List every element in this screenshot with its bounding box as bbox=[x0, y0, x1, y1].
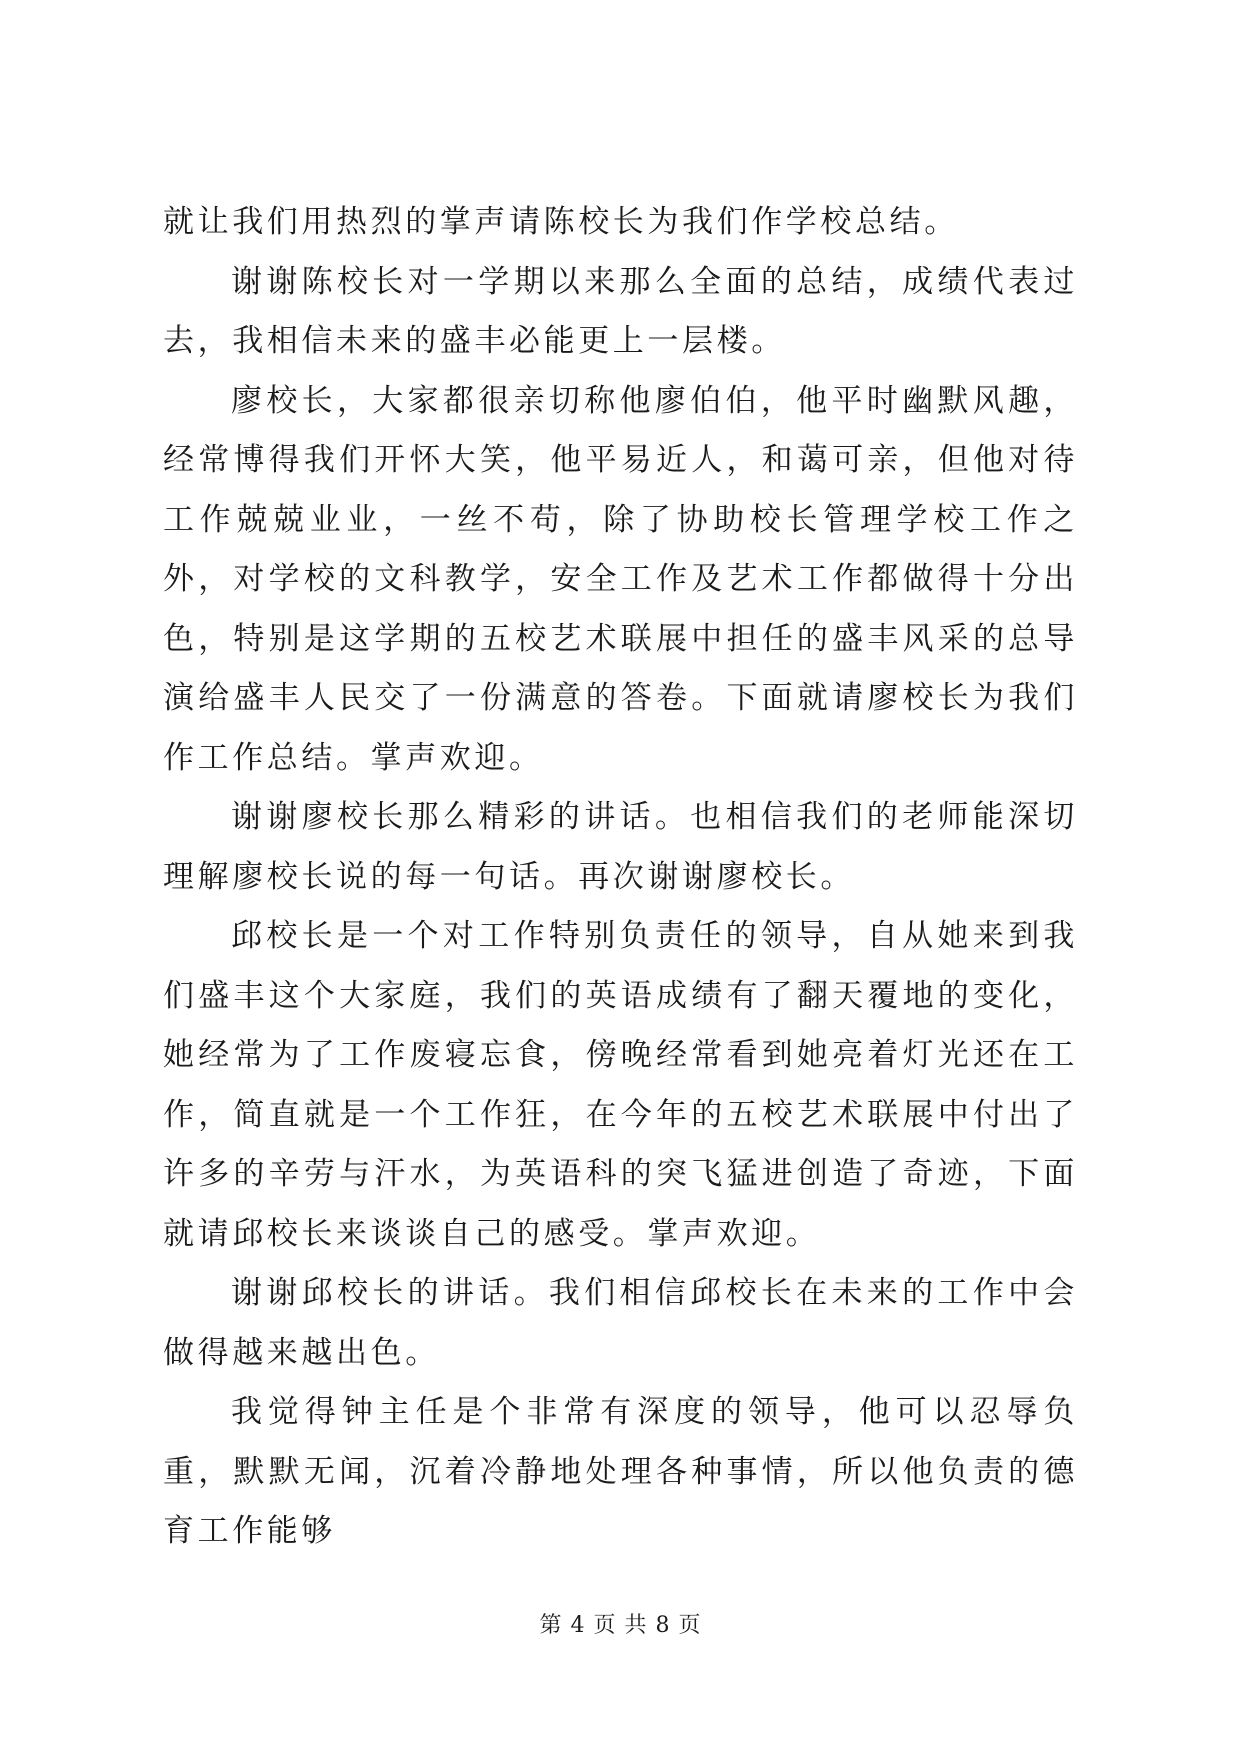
paragraph-thanks-chen: 谢谢陈校长对一学期以来那么全面的总结，成绩代表过去，我相信未来的盛丰必能更上一层楼。 bbox=[163, 263, 1078, 359]
paragraph-continuation: 就让我们用热烈的掌声请陈校长为我们作学校总结。 bbox=[163, 204, 959, 240]
document-body bbox=[163, 193, 1078, 1562]
paragraph-thanks-liao: 谢谢廖校长那么精彩的讲话。也相信我们的老师能深切理解廖校长说的每一句话。再次谢谢廖校长。 bbox=[163, 799, 1078, 895]
paragraph-intro-liao: 廖校长，大家都很亲切称他廖伯伯，他平时幽默风趣，经常博得我们开怀大笑，他平易近人，和蔼可亲，但他对待工作兢兢业业，一丝不苟，除了协助校长管理学校工作之外，对学校的文科教学，安全工作及艺术工作都做得十分出色，特别是这学期的五校艺术联展中担任的盛丰风采的总导演给盛丰人民交了一份满意的答卷。下面就请廖校长为我们作工作总结。掌声欢迎。 bbox=[163, 382, 1078, 776]
paragraph-thanks-qiu: 谢谢邱校长的讲话。我们相信邱校长在未来的工作中会做得越来越出色。 bbox=[163, 1275, 1078, 1371]
page-number: 第 4 页 共 8 页 bbox=[539, 1613, 702, 1638]
paragraph-intro-zhong: 我觉得钟主任是个非常有深度的领导，他可以忍辱负重，默默无闻，沉着冷静地处理各种事情，所以他负责的德育工作能够 bbox=[163, 1394, 1078, 1549]
paragraph-intro-qiu: 邱校长是一个对工作特别负责任的领导，自从她来到我们盛丰这个大家庭，我们的英语成绩有了翻天覆地的变化，她经常为了工作废寝忘食，傍晚经常看到她亮着灯光还在工作，简直就是一个工作狂，在今年的五校艺术联展中付出了许多的辛劳与汗水，为英语科的突飞猛进创造了奇迹，下面就请邱校长来谈谈自己的感受。掌声欢迎。 bbox=[163, 918, 1078, 1252]
